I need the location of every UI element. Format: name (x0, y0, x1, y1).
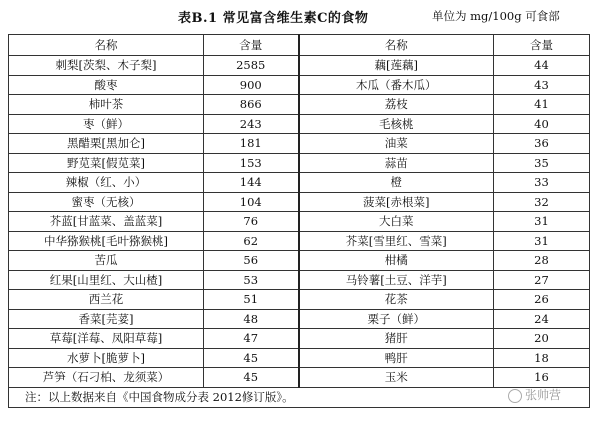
vitc-value-right: 36 (494, 134, 590, 154)
vitc-value-left: 104 (204, 192, 299, 212)
food-name-right: 猪肝 (299, 329, 494, 349)
vitc-value-right: 27 (494, 270, 590, 290)
table-row (9, 114, 590, 134)
table-note: 注：以上数据来自《中国食物成分表 2012修订版》。 (9, 387, 590, 407)
table-title: 表B.1 常见富含维生素C的食物 (178, 11, 369, 26)
food-name-left: 黑醋栗[黑加仑] (9, 134, 204, 154)
food-name-right: 栗子（鲜） (299, 309, 494, 329)
vitc-value-left: 56 (204, 251, 299, 271)
header-value-right: 含量 (494, 35, 590, 56)
table-row (9, 56, 590, 76)
table-row (9, 309, 590, 329)
vitc-value-left: 243 (204, 114, 299, 134)
food-name-right: 蒜苗 (299, 153, 494, 173)
food-name-left: 中华猕猴桃[毛叶猕猴桃] (9, 231, 204, 251)
vitc-value-right: 40 (494, 114, 590, 134)
table-row (9, 270, 590, 290)
vitc-value-left: 2585 (204, 56, 299, 76)
vitc-value-right: 24 (494, 309, 590, 329)
watermark-text: 张帅营 (525, 388, 562, 402)
food-name-right: 玉米 (299, 368, 494, 388)
vitc-value-left: 181 (204, 134, 299, 154)
vitc-value-right: 32 (494, 192, 590, 212)
food-name-left: 柿叶茶 (9, 95, 204, 115)
vitc-value-right: 18 (494, 348, 590, 368)
food-name-left: 蜜枣（无核） (9, 192, 204, 212)
table-row (9, 212, 590, 232)
vitc-value-right: 26 (494, 290, 590, 310)
food-name-right: 木瓜（番木瓜） (299, 75, 494, 95)
table-row (9, 173, 590, 193)
vitc-value-right: 31 (494, 231, 590, 251)
table-row (9, 192, 590, 212)
vitc-value-left: 51 (204, 290, 299, 310)
food-name-right: 橙 (299, 173, 494, 193)
food-name-right: 马铃薯[土豆、洋芋] (299, 270, 494, 290)
food-name-left: 香菜[芫荽] (9, 309, 204, 329)
vitc-value-right: 16 (494, 368, 590, 388)
vitc-value-left: 45 (204, 368, 299, 388)
vitc-value-right: 20 (494, 329, 590, 349)
food-name-right: 藕[莲藕] (299, 56, 494, 76)
vitc-value-right: 31 (494, 212, 590, 232)
unit-label: 单位为 mg/100g 可食部 (432, 9, 560, 23)
food-name-left: 草莓[洋莓、凤阳草莓] (9, 329, 204, 349)
vitc-value-left: 153 (204, 153, 299, 173)
vitc-value-left: 144 (204, 173, 299, 193)
vitc-value-left: 48 (204, 309, 299, 329)
vitc-value-right: 41 (494, 95, 590, 115)
food-name-right: 芥菜[雪里红、雪菜] (299, 231, 494, 251)
food-name-right: 花茶 (299, 290, 494, 310)
food-name-left: 刺梨[茨梨、木子梨] (9, 56, 204, 76)
vitc-value-right: 33 (494, 173, 590, 193)
table-header-row (9, 35, 590, 56)
table-row (9, 329, 590, 349)
food-name-right: 油菜 (299, 134, 494, 154)
vitc-value-left: 45 (204, 348, 299, 368)
header-name-right: 名称 (299, 35, 494, 56)
food-name-left: 红果[山里红、大山楂] (9, 270, 204, 290)
food-name-left: 芥蓝[甘蓝菜、盖蓝菜] (9, 212, 204, 232)
table-row (9, 348, 590, 368)
vitc-value-left: 866 (204, 95, 299, 115)
food-name-right: 菠菜[赤根菜] (299, 192, 494, 212)
header-name-left: 名称 (9, 35, 204, 56)
table-row (9, 95, 590, 115)
table-row (9, 75, 590, 95)
food-name-left: 水萝卜[脆萝卜] (9, 348, 204, 368)
title-row (0, 0, 600, 30)
food-name-right: 大白菜 (299, 212, 494, 232)
food-name-right: 荔枝 (299, 95, 494, 115)
food-name-left: 西兰花 (9, 290, 204, 310)
food-name-left: 酸枣 (9, 75, 204, 95)
food-name-right: 毛核桃 (299, 114, 494, 134)
food-name-left: 芦笋（石刁柏、龙须菜） (9, 368, 204, 388)
vitc-value-left: 900 (204, 75, 299, 95)
table-row (9, 153, 590, 173)
vitc-value-left: 76 (204, 212, 299, 232)
header-value-left: 含量 (204, 35, 299, 56)
food-name-left: 野苋菜[假苋菜] (9, 153, 204, 173)
table-row (9, 368, 590, 388)
table-row (9, 290, 590, 310)
vitc-value-left: 53 (204, 270, 299, 290)
vitc-value-right: 28 (494, 251, 590, 271)
vitc-value-left: 47 (204, 329, 299, 349)
vitc-value-left: 62 (204, 231, 299, 251)
wechat-logo-icon (508, 389, 522, 403)
table-row (9, 231, 590, 251)
watermark (508, 386, 561, 403)
vitc-value-right: 43 (494, 75, 590, 95)
food-name-left: 苦瓜 (9, 251, 204, 271)
food-name-right: 鸭肝 (299, 348, 494, 368)
table-note-row (9, 387, 590, 407)
table-body (9, 56, 590, 388)
food-name-right: 柑橘 (299, 251, 494, 271)
vitc-value-right: 35 (494, 153, 590, 173)
table-row (9, 251, 590, 271)
vitc-value-right: 44 (494, 56, 590, 76)
food-name-left: 辣椒（红、小） (9, 173, 204, 193)
vitamin-c-table (8, 34, 590, 408)
food-name-left: 枣（鲜） (9, 114, 204, 134)
table-row (9, 134, 590, 154)
